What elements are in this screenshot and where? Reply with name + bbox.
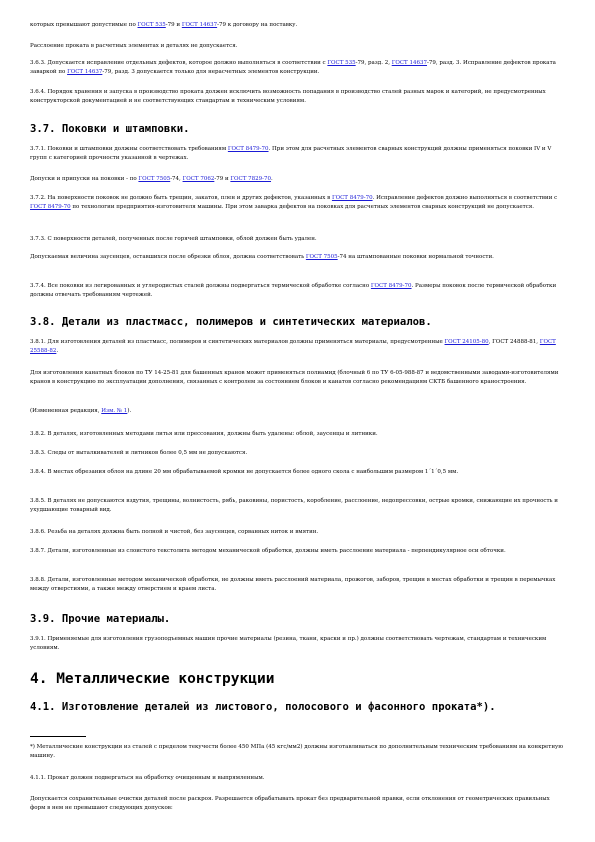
paragraph: 3.7.2. На поверхности поковок не должно быть трещин, закатов, плен и других дефектов, указанных в ГОСТ 8479-70. Исправление дефектов должно выполняться в соответствии с ГОСТ 8479-70 по технологии предприятия-изготовителя машины. При этом заварка дефектов на поковках для расчетных элементов сварных конструкций не допускается. — [30, 195, 558, 210]
gost-link[interactable]: ГОСТ 24105-80 — [444, 339, 489, 345]
paragraph: 4.1.1. Прокат должен подвергаться на обработку очищенным и выпрямленным. — [30, 775, 265, 781]
footnote-separator — [30, 736, 86, 737]
paragraph: Допускается сохранительные очистки деталей после раскроя. Разрешается обрабатывать прокат без предварительной правки, если отклонения от геометрических правильных форм в нем не превышают следующих допусков: — [30, 796, 550, 811]
gost-link[interactable]: ГОСТ 7829-70 — [230, 176, 272, 182]
paragraph: 3.8.1. Для изготовления деталей из пластмасс, полимеров и синтетических материалов должны применяться материалы, предусмотренные ГОСТ 24105-80, ГОСТ 24888-81, ГОСТ 25588-82. — [30, 339, 556, 354]
gost-link[interactable]: ГОСТ 7505 — [305, 254, 338, 260]
paragraph: Допуски и припуски на поковки - по ГОСТ 7505-74, ГОСТ 7062-79 и ГОСТ 7829-70. — [30, 176, 273, 182]
gost-link[interactable]: ГОСТ 14637 — [67, 68, 103, 75]
paragraph: 3.8.4. В местах обрезания облоя на длине 20 мм обрабатываемой кромки не допускается более одного скола с наибольшим размером 1´1´0,5 мм. — [30, 469, 459, 475]
section-heading: 4.1. Изготовление деталей из листового, полосового и фасонного проката*). — [30, 701, 496, 713]
gost-link[interactable]: ГОСТ 8479-70 — [227, 146, 269, 152]
paragraph: (Измененная редакция, Изм. № 1). — [30, 408, 132, 414]
paragraph: которых превышают допустимые по ГОСТ 535-79 и ГОСТ 14637-79 к договору на поставку. — [30, 22, 298, 28]
gost-link[interactable]: ГОСТ 7062 — [182, 176, 215, 182]
paragraph: 3.8.3. Следы от выталкивателей и литников более 0,5 мм не допускаются. — [30, 450, 248, 456]
paragraph: 3.8.8. Детали, изготовленные методом механической обработки, не должны иметь расслоений материала, прожогов, заборов, трещин в местах обработки и трещин в перемычках между отверстиями, а также между отверстием и краем листа. — [30, 577, 556, 592]
paragraph: 3.9.1. Применяемые для изготовления грузоподъемных машин прочие материалы (резина, ткани, краски и пр.) должны соответствовать чертежам, стандартам и техническим условиям. — [30, 636, 547, 651]
paragraph: 3.8.7. Детали, изготовленные из слоистого текстолита методом механической обработки, должны иметь расслоение материала - перпендикулярное оси обточки. — [30, 548, 506, 554]
paragraph: 3.6.3. Допускается исправление отдельных дефектов, которое должно выполняться в соответствии с ГОСТ 535-79, разд. 2, ГОСТ 14637-79, разд. 3. Исправление дефектов проката заваркой по ГОСТ 14637-79, разд. 3 допускается только для нерасчетных элементов конструкции. — [30, 60, 556, 75]
paragraph: 3.8.2. В деталях, изготовленных методами литья или прессования, должны быть удалены: облой, заусенцы и литники. — [30, 431, 378, 437]
paragraph: 3.6.4. Порядок хранения и запуска в производство проката должен исключить возможность попадания в производство сталей разных марок и категорий, не предусмотренных конструкторской документацией и не соответствующих стандартам и техническим условиям. — [30, 89, 546, 104]
footnote: *) Металлические конструкции из сталей с пределом текучести более 450 МПа (45 кгс/мм2) должны изготавливаться по дополнительным техническим требованиям на конкретную машину. — [30, 744, 564, 759]
paragraph: Для изготовления канатных блоков по ТУ 14-25-81 для башенных кранов может применяться полиамид (блочный 6 по ТУ 6-05-988-87 и ведомственными заводами-изготовителями кранов в конструкцию по эксплуатации дополнения, связанных с контролем за состоянием блоков и канатов согласно рекомендациям СКТБ башенного краностроения. — [30, 370, 559, 385]
section-heading: 3.7. Поковки и штамповки. — [30, 123, 190, 135]
gost-link[interactable]: ГОСТ 8479-70 — [370, 283, 412, 289]
section-heading: 3.9. Прочие материалы. — [30, 613, 171, 625]
paragraph: 3.7.1. Поковки и штамповки должны соответствовать требованиям ГОСТ 8479-70. При этом для расчетных элементов сварных конструкций должны применяться поковки IV и V групп с категорией прочности указанной в чертежах. — [30, 146, 552, 161]
paragraph: Расслоение проката в расчетных элементах и деталях не допускается. — [30, 43, 238, 49]
gost-link[interactable]: ГОСТ 7505 — [138, 176, 171, 182]
amendment-link[interactable]: Изм. № 1 — [101, 408, 128, 414]
gost-link[interactable]: ГОСТ 25588-82 — [30, 339, 556, 354]
chapter-heading: 4. Металлические конструкции — [30, 671, 275, 687]
gost-link[interactable]: ГОСТ 8479-70 — [331, 195, 373, 201]
paragraph: 3.8.6. Резьба на деталях должна быть полной и чистой, без заусенцев, сорванных ниток и вмятин. — [30, 529, 319, 535]
gost-link[interactable]: ГОСТ 14637 — [181, 22, 218, 28]
paragraph: 3.8.5. В деталях не допускаются вздутия, трещины, волнистость, рябь, раковины, пористость, коробление, расслоение, недопрессовки, острые кромки, снижающие их прочность и ухудшающие товарный вид. — [30, 498, 558, 513]
gost-link[interactable]: ГОСТ 8479-70 — [30, 203, 71, 210]
paragraph: 3.7.3. С поверхности деталей, полученных после горячей штамповки, облой должен быть удален. — [30, 236, 317, 242]
gost-link[interactable]: ГОСТ 14637 — [391, 60, 427, 66]
gost-link[interactable]: ГОСТ 535 — [137, 22, 166, 28]
section-heading: 3.8. Детали из пластмасс, полимеров и синтетических материалов. — [30, 316, 432, 328]
paragraph: Допускаемая величина заусенцев, оставшихся после обрезки облоя, должна соответствовать ГОСТ 7505-74 на штампованные поковки нормальной точности. — [30, 254, 494, 260]
paragraph: 3.7.4. Все поковки из легированных и углеродистых сталей должны подвергаться термической обработке согласно ГОСТ 8479-70. Размеры поковок после термической обработки должны отвечать требованиям чертежей. — [30, 283, 557, 298]
gost-link[interactable]: ГОСТ 535 — [327, 60, 356, 66]
